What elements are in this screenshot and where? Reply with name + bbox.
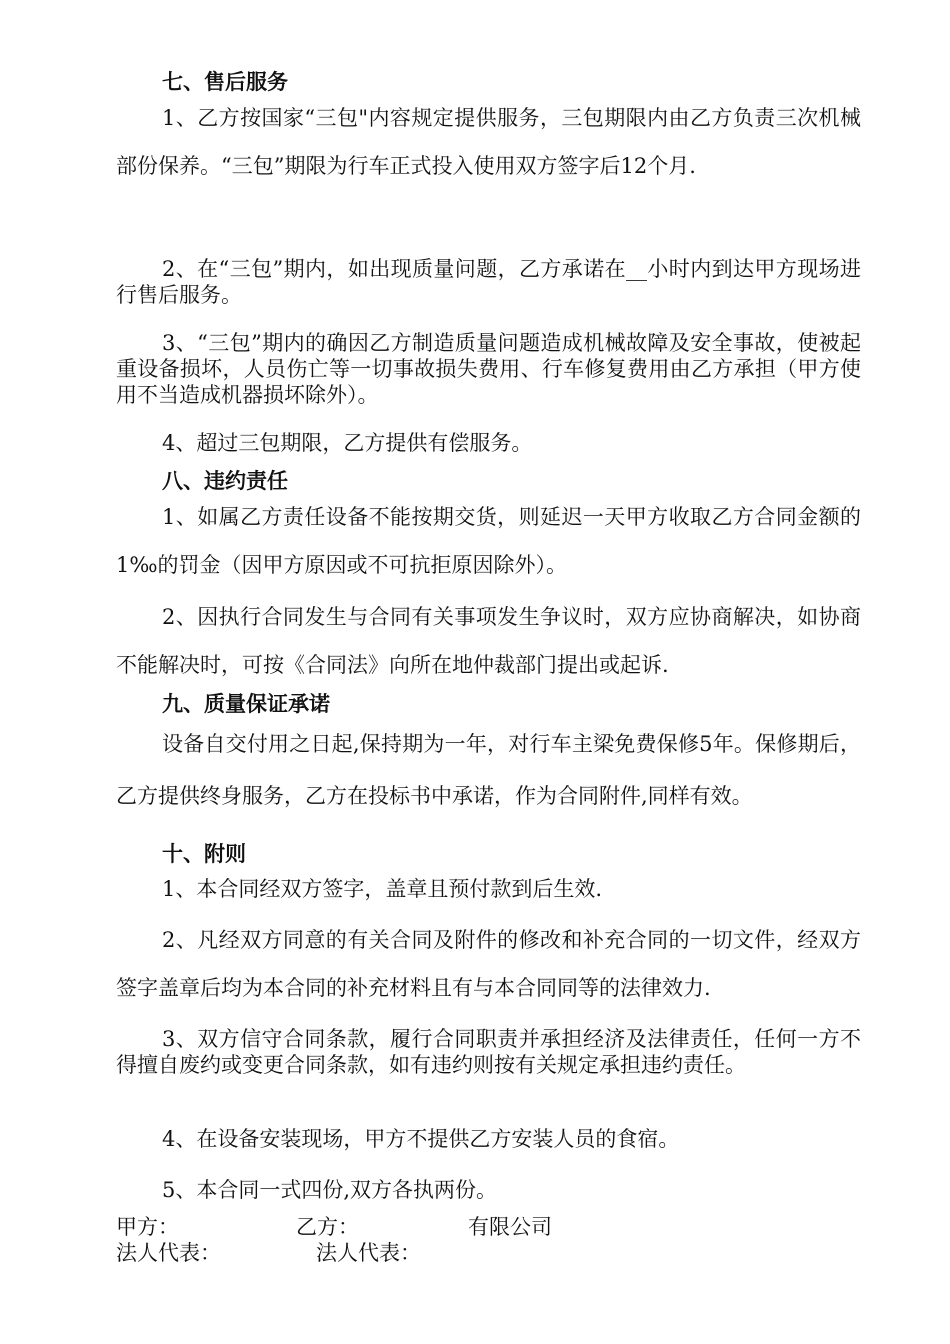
section-7-heading: 七、售后服务 — [162, 70, 288, 94]
section-7-clause-4: 4、超过三包期限，乙方提供有偿服务。 — [162, 431, 533, 455]
section-10-clause-4: 4、在设备安装现场，甲方不提供乙方安装人员的食宿。 — [162, 1127, 680, 1151]
section-7-clause-3: 3、“三包”期内的确因乙方制造质量问题造成机械故障及安全事故，使被起重设备损坏，人员伤亡等一切事故损失费用、行车修复费用由乙方承担（甲方使用不当造成机器损坏除外）。 — [116, 331, 861, 407]
section-8-heading: 八、违约责任 — [162, 469, 288, 493]
section-10-clause-3: 3、双方信守合同条款，履行合同职责并承担经济及法律责任，任何一方不得擅自废约或变更合同条款，如有违约则按有关规定承担违约责任。 — [116, 1027, 861, 1077]
section-8-clause-1: 1、如属乙方责任设备不能按期交货，则延迟一天甲方收取乙方合同金额的1‰的罚金（因甲方原因或不可抗拒原因除外）。 — [116, 505, 861, 577]
party-b-legal-rep: 法人代表： — [316, 1241, 421, 1265]
section-7-clause-1: 1、乙方按国家“三包"内容规定提供服务，三包期限内由乙方负责三次机械部份保养。“三包”期限为行车正式投入使用双方签字后12个月. — [116, 106, 861, 178]
section-10-heading: 十、附则 — [162, 842, 246, 866]
section-10-clause-1: 1、本合同经双方签字，盖章且预付款到后生效. — [162, 877, 603, 901]
section-8-clause-2: 2、因执行合同发生与合同有关事项发生争议时，双方应协商解决，如协商不能解决时，可按《合同法》向所在地仲裁部门提出或起诉. — [116, 605, 861, 677]
section-9-clause: 设备自交付用之日起,保持期为一年，对行车主梁免费保修5年。保修期后，乙方提供终身服务，乙方在投标书中承诺，作为合同附件,同样有效。 — [116, 732, 861, 808]
section-9-heading: 九、质量保证承诺 — [162, 692, 330, 716]
party-a-legal-rep: 法人代表： — [116, 1241, 221, 1265]
section-10-clause-5: 5、本合同一式四份,双方各执两份。 — [162, 1178, 498, 1202]
section-10-clause-2: 2、凡经双方同意的有关合同及附件的修改和补充合同的一切文件，经双方签字盖章后均为本合同的补充材料且有与本合同同等的法律效力. — [116, 928, 861, 1000]
company-name: 有限公司 — [468, 1215, 552, 1239]
section-7-clause-2: 2、在“三包”期内，如出现质量问题，乙方承诺在__小时内到达甲方现场进行售后服务。 — [116, 257, 861, 307]
party-a-label: 甲方： — [116, 1215, 179, 1239]
party-b-label: 乙方： — [296, 1215, 359, 1239]
